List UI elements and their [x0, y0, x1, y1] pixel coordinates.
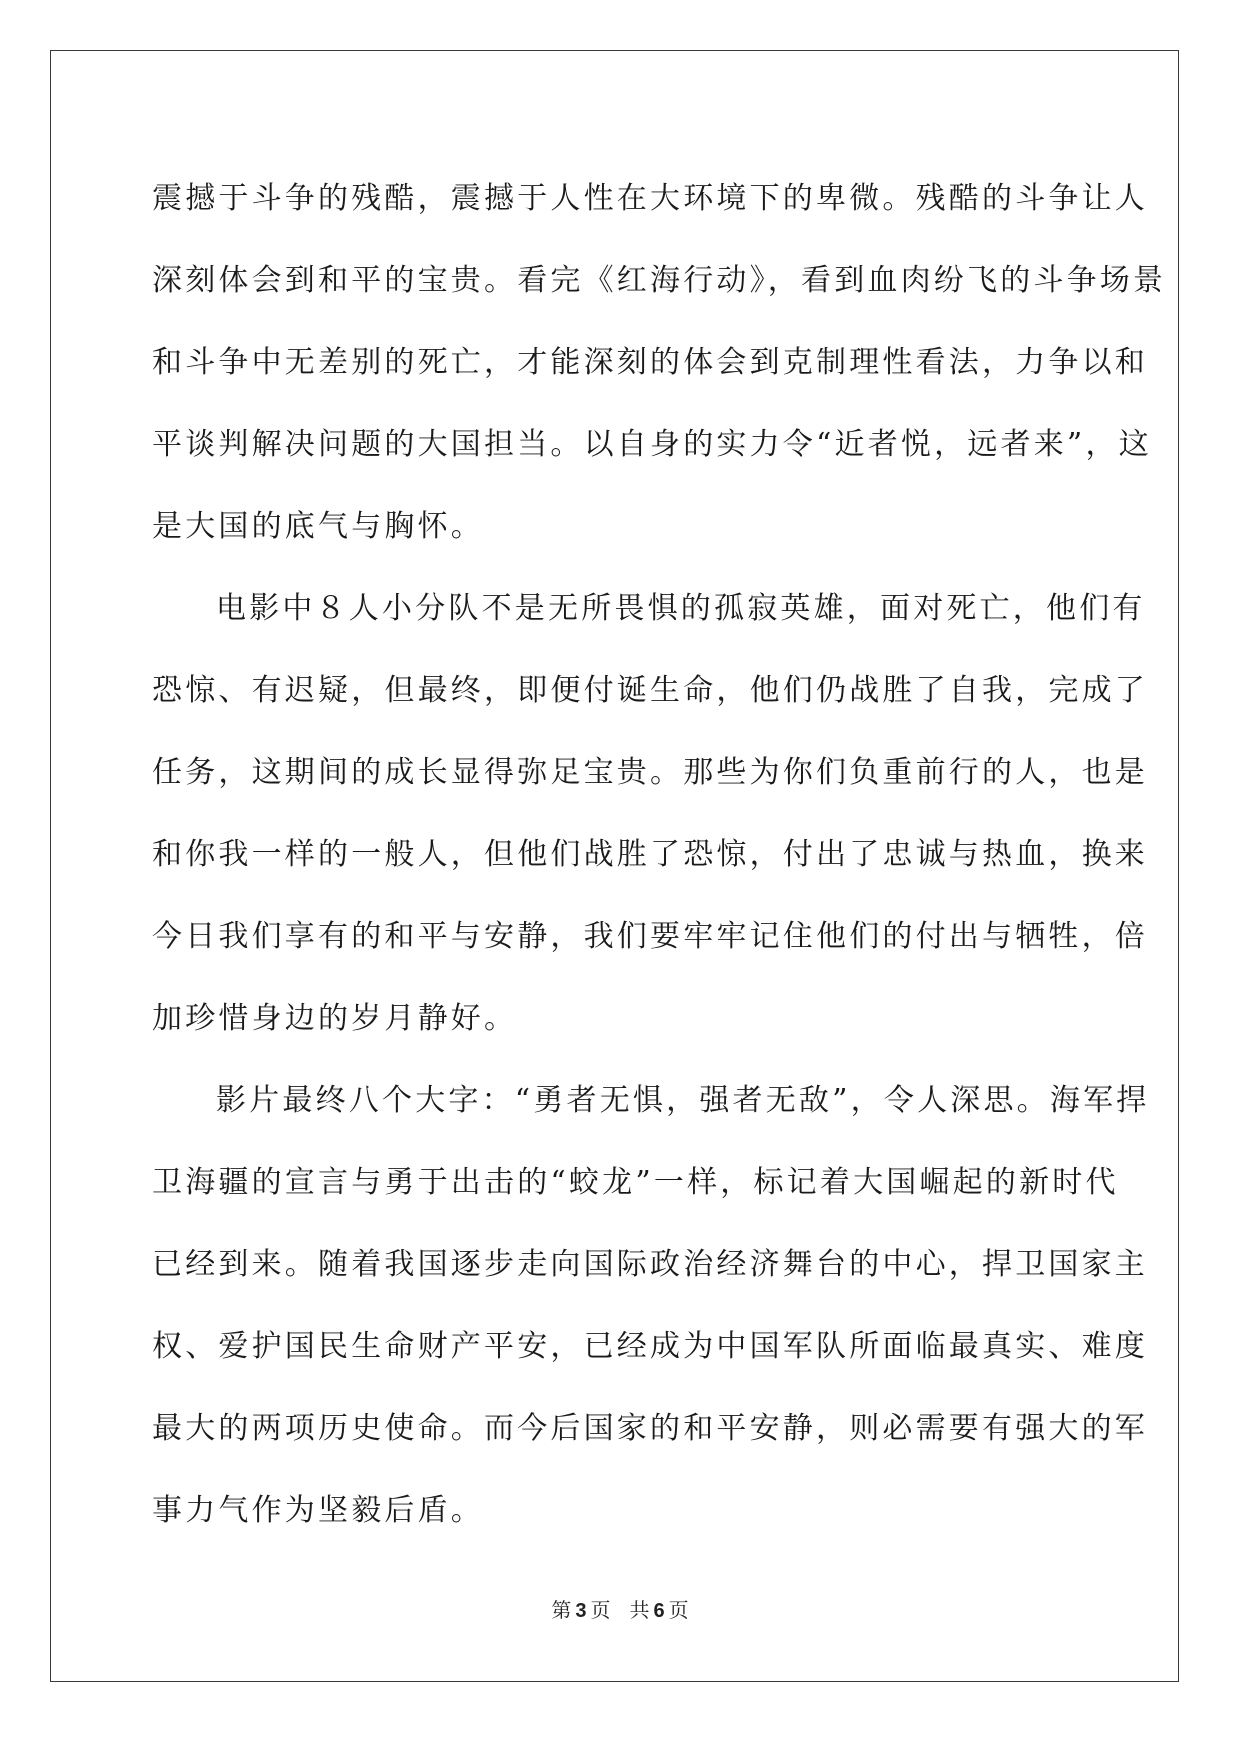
footer-page-unit: 页 — [590, 1598, 612, 1622]
document-body — [152, 158, 1167, 1552]
text-line: 最大的两项历史使命。而今后国家的和平安静，则必需要有强大的军 — [152, 1411, 1148, 1446]
footer-total-prefix: 共 — [629, 1598, 651, 1622]
text-line: 深刻体会到和平的宝贵。看完《红海行动》，看到血肉纷飞的斗争场景 — [152, 263, 1167, 298]
text-line: 事力气作为坚毅后盾。 — [152, 1493, 484, 1528]
text-line: 今日我们享有的和平与安静，我们要牢牢记住他们的付出与牺牲，倍 — [152, 919, 1148, 954]
paragraph-1 — [152, 158, 1167, 568]
paragraph-3 — [152, 1060, 1150, 1552]
text-line: 影片最终八个大字：“勇者无惧，强者无敌”，令人深思。海军捍 — [216, 1083, 1150, 1118]
footer-prefix: 第 — [551, 1598, 573, 1622]
text-line: 平谈判解决问题的大国担当。以自身的实力令“近者悦，远者来”，这 — [152, 427, 1152, 462]
text-line: 电影中８人小分队不是无所畏惧的孤寂英雄，面对死亡，他们有 — [216, 591, 1146, 626]
page-footer — [0, 1598, 1241, 1623]
paragraph-2 — [152, 568, 1148, 1060]
total-pages-number: 6 — [653, 1600, 666, 1622]
current-page-number: 3 — [575, 1600, 588, 1622]
text-line: 加珍惜身边的岁月静好。 — [152, 1001, 518, 1036]
text-line: 震撼于斗争的残酷，震撼于人性在大环境下的卑微。残酷的斗争让人 — [152, 181, 1148, 216]
text-line: 已经到来。随着我国逐步走向国际政治经济舞台的中心，捍卫国家主 — [152, 1247, 1148, 1282]
text-line: 任务，这期间的成长显得弥足宝贵。那些为你们负重前行的人，也是 — [152, 755, 1148, 790]
text-line: 和你我一样的一般人，但他们战胜了恐惊，付出了忠诚与热血，换来 — [152, 837, 1148, 872]
text-line: 和斗争中无差别的死亡，才能深刻的体会到克制理性看法，力争以和 — [152, 345, 1148, 380]
text-line: 恐惊、有迟疑，但最终，即便付诞生命，他们仍战胜了自我，完成了 — [152, 673, 1148, 708]
text-line: 权、爱护国民生命财产平安，已经成为中国军队所面临最真实、难度 — [152, 1329, 1148, 1364]
footer-total-unit: 页 — [668, 1598, 690, 1622]
text-line: 卫海疆的宣言与勇于出击的“蛟龙”一样，标记着大国崛起的新时代 — [152, 1165, 1119, 1200]
text-line: 是大国的底气与胸怀。 — [152, 509, 484, 544]
